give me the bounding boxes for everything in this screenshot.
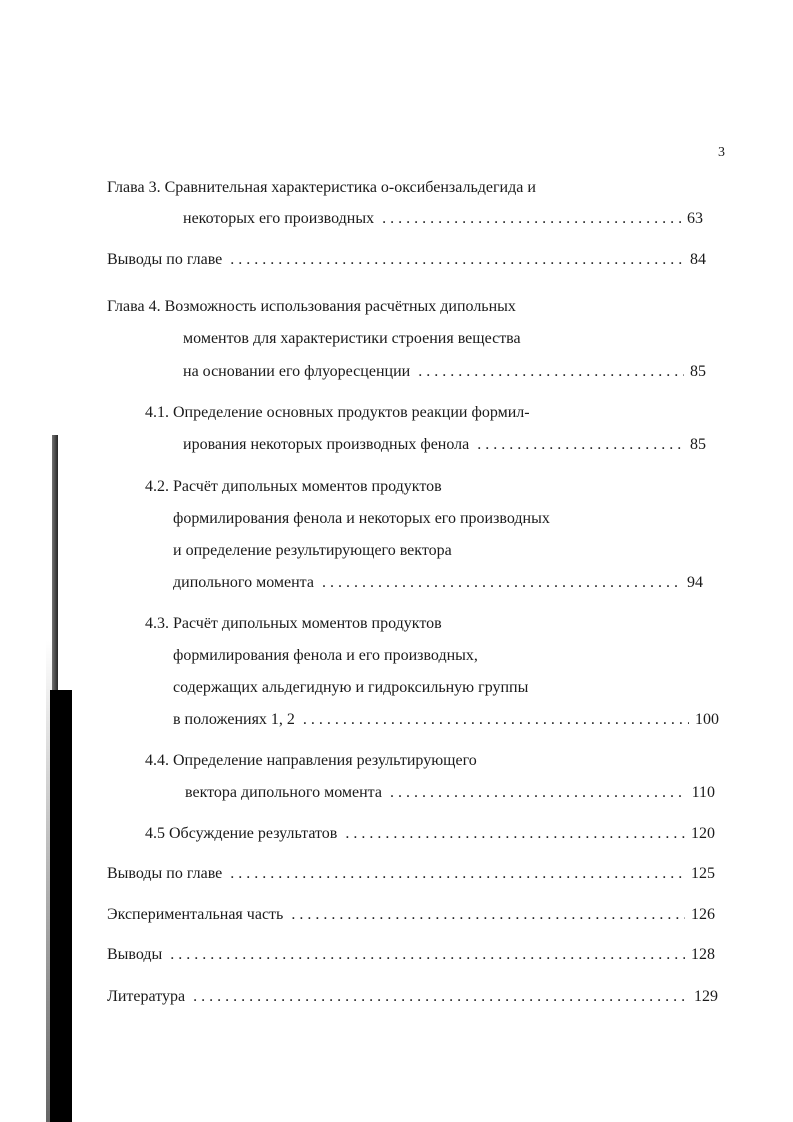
toc-chapter-4-title: Глава 4. Возможность использования расчётных дипольных [107, 298, 516, 315]
toc-section-4-4-entry [185, 783, 715, 803]
scan-edge-shadow [50, 690, 72, 1122]
dot-leader [418, 362, 684, 382]
toc-final-conclusions-page: 128 [691, 946, 715, 963]
toc-final-conclusions-title: Выводы [107, 946, 163, 963]
toc-literature-title: Литература [107, 988, 186, 1005]
dot-leader [230, 250, 684, 270]
toc-conclusions-ch4-title: Выводы по главе [107, 865, 223, 882]
toc-section-4-5-entry [145, 824, 715, 844]
toc-experimental-entry [107, 905, 715, 925]
toc-chapter-4-page: 85 [690, 363, 706, 380]
dot-leader [303, 710, 689, 730]
dot-leader [477, 435, 684, 455]
toc-conclusions-ch3-title: Выводы по главе [107, 251, 223, 268]
toc-chapter-3-entry [183, 209, 703, 229]
toc-chapter-4-title-end: на основании его флуоресценции [183, 363, 411, 380]
toc-chapter-4-title-cont: моментов для характеристики строения вещества [183, 330, 521, 347]
toc-experimental-title: Экспериментальная часть [107, 906, 284, 923]
dot-leader [170, 945, 685, 965]
toc-literature-page: 129 [694, 988, 718, 1005]
toc-section-4-5-page: 120 [691, 825, 715, 842]
toc-section-4-3-page: 100 [695, 711, 719, 728]
dot-leader [382, 209, 681, 229]
toc-section-4-2-title-end: дипольного момента [173, 574, 314, 591]
toc-section-4-2-page: 94 [687, 574, 703, 591]
dot-leader [390, 783, 686, 803]
toc-section-4-2-title-line3: и определение результирующего вектора [173, 542, 452, 559]
dot-leader [230, 864, 685, 884]
toc-section-4-1-title-cont: ирования некоторых производных фенола [183, 436, 470, 453]
toc-chapter-3-title: Глава 3. Сравнительная характеристика о-оксибензальдегида и [107, 179, 536, 196]
toc-chapter-4-entry [183, 362, 706, 382]
toc-section-4-3-entry [173, 710, 719, 730]
toc-final-conclusions-entry [107, 945, 715, 965]
toc-chapter-3-page: 63 [687, 210, 703, 227]
toc-section-4-4-page: 110 [691, 784, 715, 801]
toc-section-4-1-title: 4.1. Определение основных продуктов реакции формил- [145, 404, 530, 421]
scan-edge-shadow-upper [52, 435, 58, 695]
toc-section-4-3-title-end: в положениях 1, 2 [173, 711, 295, 728]
dot-leader [291, 905, 685, 925]
dot-leader [345, 824, 685, 844]
toc-conclusions-ch3-entry [107, 250, 706, 270]
toc-literature-entry [107, 987, 718, 1007]
toc-experimental-page: 126 [691, 906, 715, 923]
toc-section-4-3-title-line3: содержащих альдегидную и гидроксильную группы [173, 679, 529, 696]
dot-leader [193, 987, 688, 1007]
toc-section-4-4-title-end: вектора дипольного момента [185, 784, 382, 801]
toc-conclusions-ch3-page: 84 [690, 251, 706, 268]
toc-chapter-3-title-cont: некоторых его производных [183, 210, 375, 227]
toc-conclusions-ch4-entry [107, 864, 715, 884]
toc-section-4-1-page: 85 [690, 436, 706, 453]
toc-conclusions-ch4-page: 125 [691, 865, 715, 882]
toc-section-4-5-title: 4.5 Обсуждение результатов [145, 825, 338, 842]
toc-section-4-2-title-line2: формилирования фенола и некоторых его производных [173, 510, 550, 527]
toc-section-4-3-title-line2: формилирования фенола и его производных, [173, 647, 478, 664]
dot-leader [322, 573, 681, 593]
page-number: 3 [718, 145, 725, 160]
toc-section-4-2-title: 4.2. Расчёт дипольных моментов продуктов [145, 478, 442, 495]
toc-section-4-3-title: 4.3. Расчёт дипольных моментов продуктов [145, 615, 442, 632]
toc-section-4-4-title: 4.4. Определение направления результирующего [145, 752, 477, 769]
toc-section-4-1-entry [183, 435, 706, 455]
toc-section-4-2-entry [173, 573, 703, 593]
